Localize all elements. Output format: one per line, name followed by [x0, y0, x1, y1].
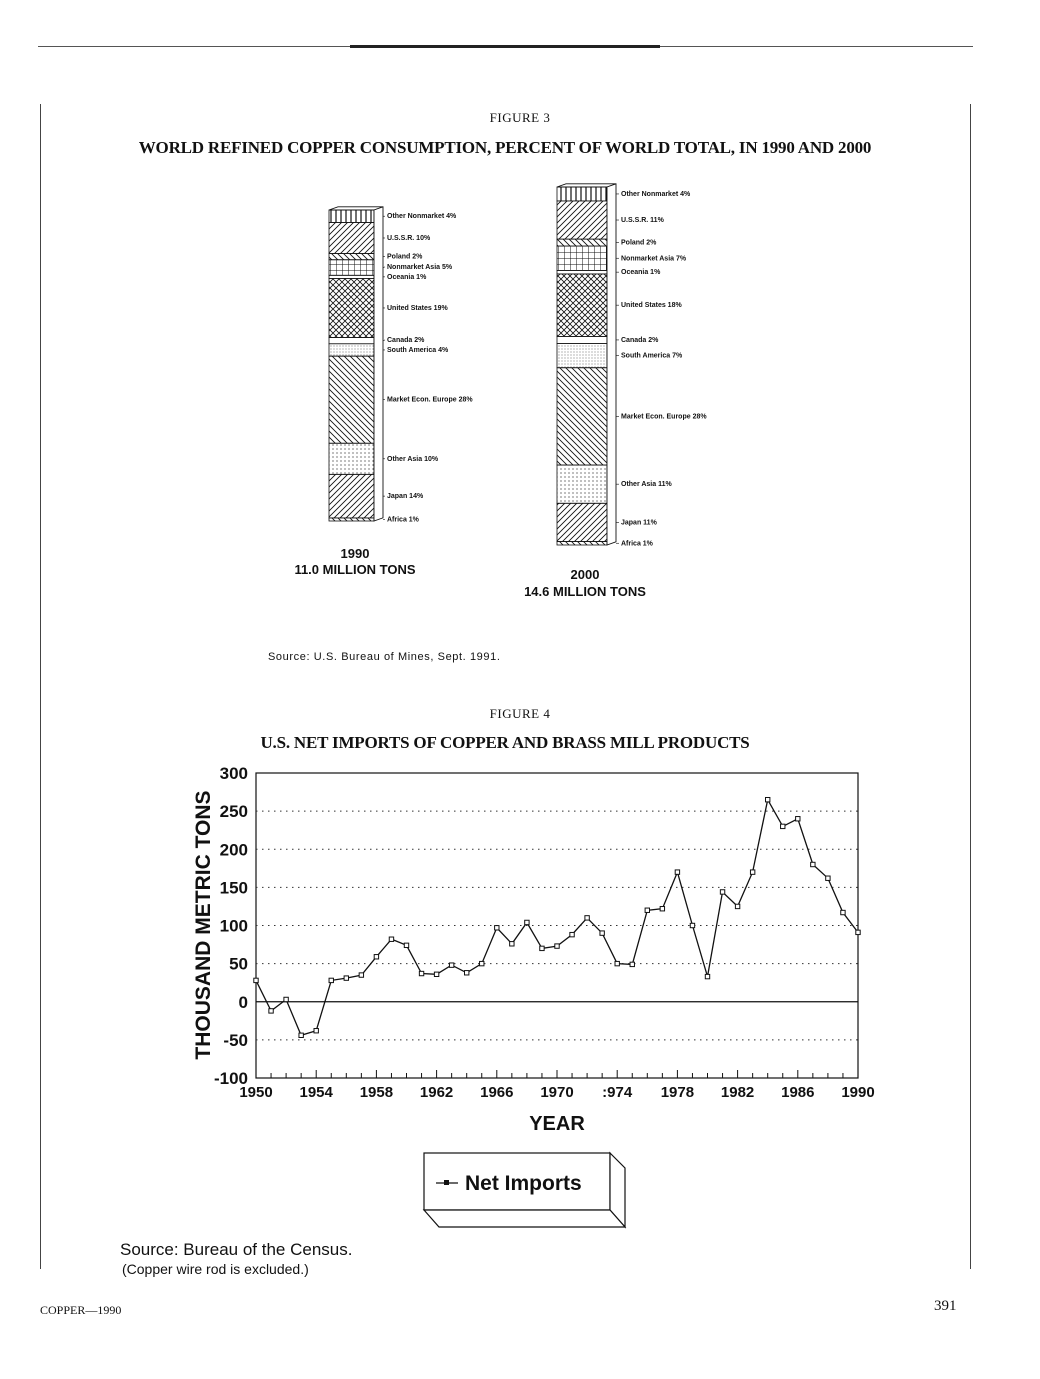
y-tick-label: 0 [238, 992, 248, 1012]
x-tick-label: 1962 [419, 1084, 454, 1101]
figure3-source: Source: U.S. Bureau of Mines, Sept. 1991. [268, 651, 501, 663]
bar-segment-2000-africa [557, 542, 607, 545]
bar-label-1990-u-s-s-r-: U.S.S.R. 10% [387, 234, 431, 242]
bar-segment-1990-market-econ-europe [329, 356, 374, 443]
bar-1990-year: 1990 [340, 546, 370, 561]
bar-segment-1990-oceania [329, 275, 374, 278]
x-tick-label: 1966 [480, 1084, 514, 1101]
x-tick-label: :974 [602, 1084, 633, 1101]
legend-point-marker [444, 1180, 449, 1185]
x-tick-label: 1970 [540, 1084, 574, 1101]
y-tick-label: 200 [219, 840, 248, 860]
bar-label-2000-poland: Poland 2% [621, 239, 657, 247]
y-tick-label: 250 [219, 802, 248, 822]
bar-segment-1990-japan [329, 474, 374, 518]
bar-segment-1990-canada [329, 338, 374, 344]
bar-segment-2000-oceania [557, 270, 607, 273]
y-tick-label: -100 [213, 1069, 248, 1088]
bar-segment-2000-canada [557, 336, 607, 343]
figure3-title: WORLD REFINED COPPER CONSUMPTION, PERCENT OF WORLD TOTAL, IN 1990 AND 2000 [138, 138, 872, 157]
bar-label-2000-market-econ-europe: Market Econ. Europe 28% [621, 413, 707, 421]
x-tick-label: 1954 [299, 1084, 333, 1101]
bar-1990-total: 11.0 MILLION TONS [294, 562, 416, 577]
bar-segment-1990-africa [329, 518, 374, 521]
bar-label-2000-u-s-s-r-: U.S.S.R. 11% [621, 217, 664, 225]
bar-side-face-1990 [374, 207, 383, 521]
bar-label-1990-other-asia: Other Asia 10% [387, 455, 439, 463]
bar-label-1990-japan: Japan 14% [387, 493, 424, 501]
bar-label-2000-other-nonmarket: Other Nonmarket 4% [621, 190, 691, 198]
bar-label-1990-poland: Poland 2% [387, 253, 423, 261]
bar-segment-1990-united-states [329, 278, 374, 337]
x-tick-label: 1990 [841, 1084, 875, 1101]
x-tick-label: 1950 [239, 1084, 273, 1101]
bar-label-2000-nonmarket-asia: Nonmarket Asia 7% [621, 255, 687, 263]
figure4-label: FIGURE 4 [489, 706, 551, 721]
figure4-source: Source: Bureau of the Census. [120, 1240, 353, 1259]
bar-segment-2000-nonmarket-asia [557, 246, 607, 270]
y-axis-label: THOUSAND METRIC TONS [192, 790, 215, 1060]
bar-segment-2000-poland [557, 239, 607, 246]
bar-label-2000-south-america: South America 7% [621, 352, 683, 360]
bar-label-1990-south-america: South America 4% [387, 346, 449, 354]
bar-side-face-2000 [607, 184, 616, 545]
page-number: 391 [934, 1298, 957, 1314]
bar-segment-1990-other-nonmarket [329, 210, 374, 222]
y-tick-label: 300 [219, 764, 248, 783]
bar-segment-1990-south-america [329, 344, 374, 356]
bar-label-1990-united-states: United States 19% [387, 304, 448, 312]
bar-segment-2000-u-s-s-r- [557, 201, 607, 239]
bar-label-2000-canada: Canada 2% [621, 336, 659, 344]
x-tick-label: 1978 [660, 1084, 695, 1101]
y-tick-label: 150 [219, 878, 248, 898]
bar-segment-2000-market-econ-europe [557, 368, 607, 465]
bar-label-1990-nonmarket-asia: Nonmarket Asia 5% [387, 263, 453, 271]
bar-segment-1990-u-s-s-r- [329, 222, 374, 253]
bar-label-1990-canada: Canada 2% [387, 336, 425, 344]
bar-segment-1990-nonmarket-asia [329, 260, 374, 276]
y-tick-label: 50 [229, 954, 248, 974]
bar-label-2000-japan: Japan 11% [621, 519, 657, 527]
bar-segment-2000-japan [557, 503, 607, 541]
bar-segment-2000-united-states [557, 274, 607, 337]
figure3-label: FIGURE 3 [489, 110, 551, 125]
x-tick-label: 1958 [359, 1084, 394, 1101]
y-tick-label: -50 [223, 1030, 248, 1050]
bar-label-1990-other-nonmarket: Other Nonmarket 4% [387, 213, 457, 221]
bar-label-2000-other-asia: Other Asia 11% [621, 481, 672, 489]
legend-label: Net Imports [465, 1172, 582, 1195]
bar-label-1990-oceania: Oceania 1% [387, 273, 427, 281]
bar-label-2000-africa: Africa 1% [621, 540, 653, 548]
bar-segment-1990-poland [329, 254, 374, 260]
bar-label-2000-united-states: United States 18% [621, 302, 682, 310]
figure4-title: U.S. NET IMPORTS OF COPPER AND BRASS MILL PRODUCTS [260, 733, 750, 752]
bar-label-1990-market-econ-europe: Market Econ. Europe 28% [387, 396, 473, 404]
x-tick-label: 1986 [781, 1084, 815, 1101]
bar-label-2000-oceania: Oceania 1% [621, 269, 661, 277]
bar-2000-year: 2000 [570, 567, 600, 582]
bar-segment-2000-other-nonmarket [557, 187, 607, 201]
bar-segment-2000-other-asia [557, 465, 607, 503]
y-tick-label: 100 [219, 916, 248, 936]
figure4-note: (Copper wire rod is excluded.) [122, 1261, 309, 1277]
bar-2000-total: 14.6 MILLION TONS [524, 584, 646, 599]
bar-label-1990-africa: Africa 1% [387, 516, 419, 524]
legend-box [418, 1148, 633, 1234]
bar-segment-1990-other-asia [329, 443, 374, 474]
footer-left: COPPER—1990 [40, 1303, 122, 1317]
x-tick-label: 1982 [720, 1084, 755, 1101]
x-axis-label: YEAR [529, 1113, 585, 1135]
bar-segment-2000-south-america [557, 343, 607, 367]
